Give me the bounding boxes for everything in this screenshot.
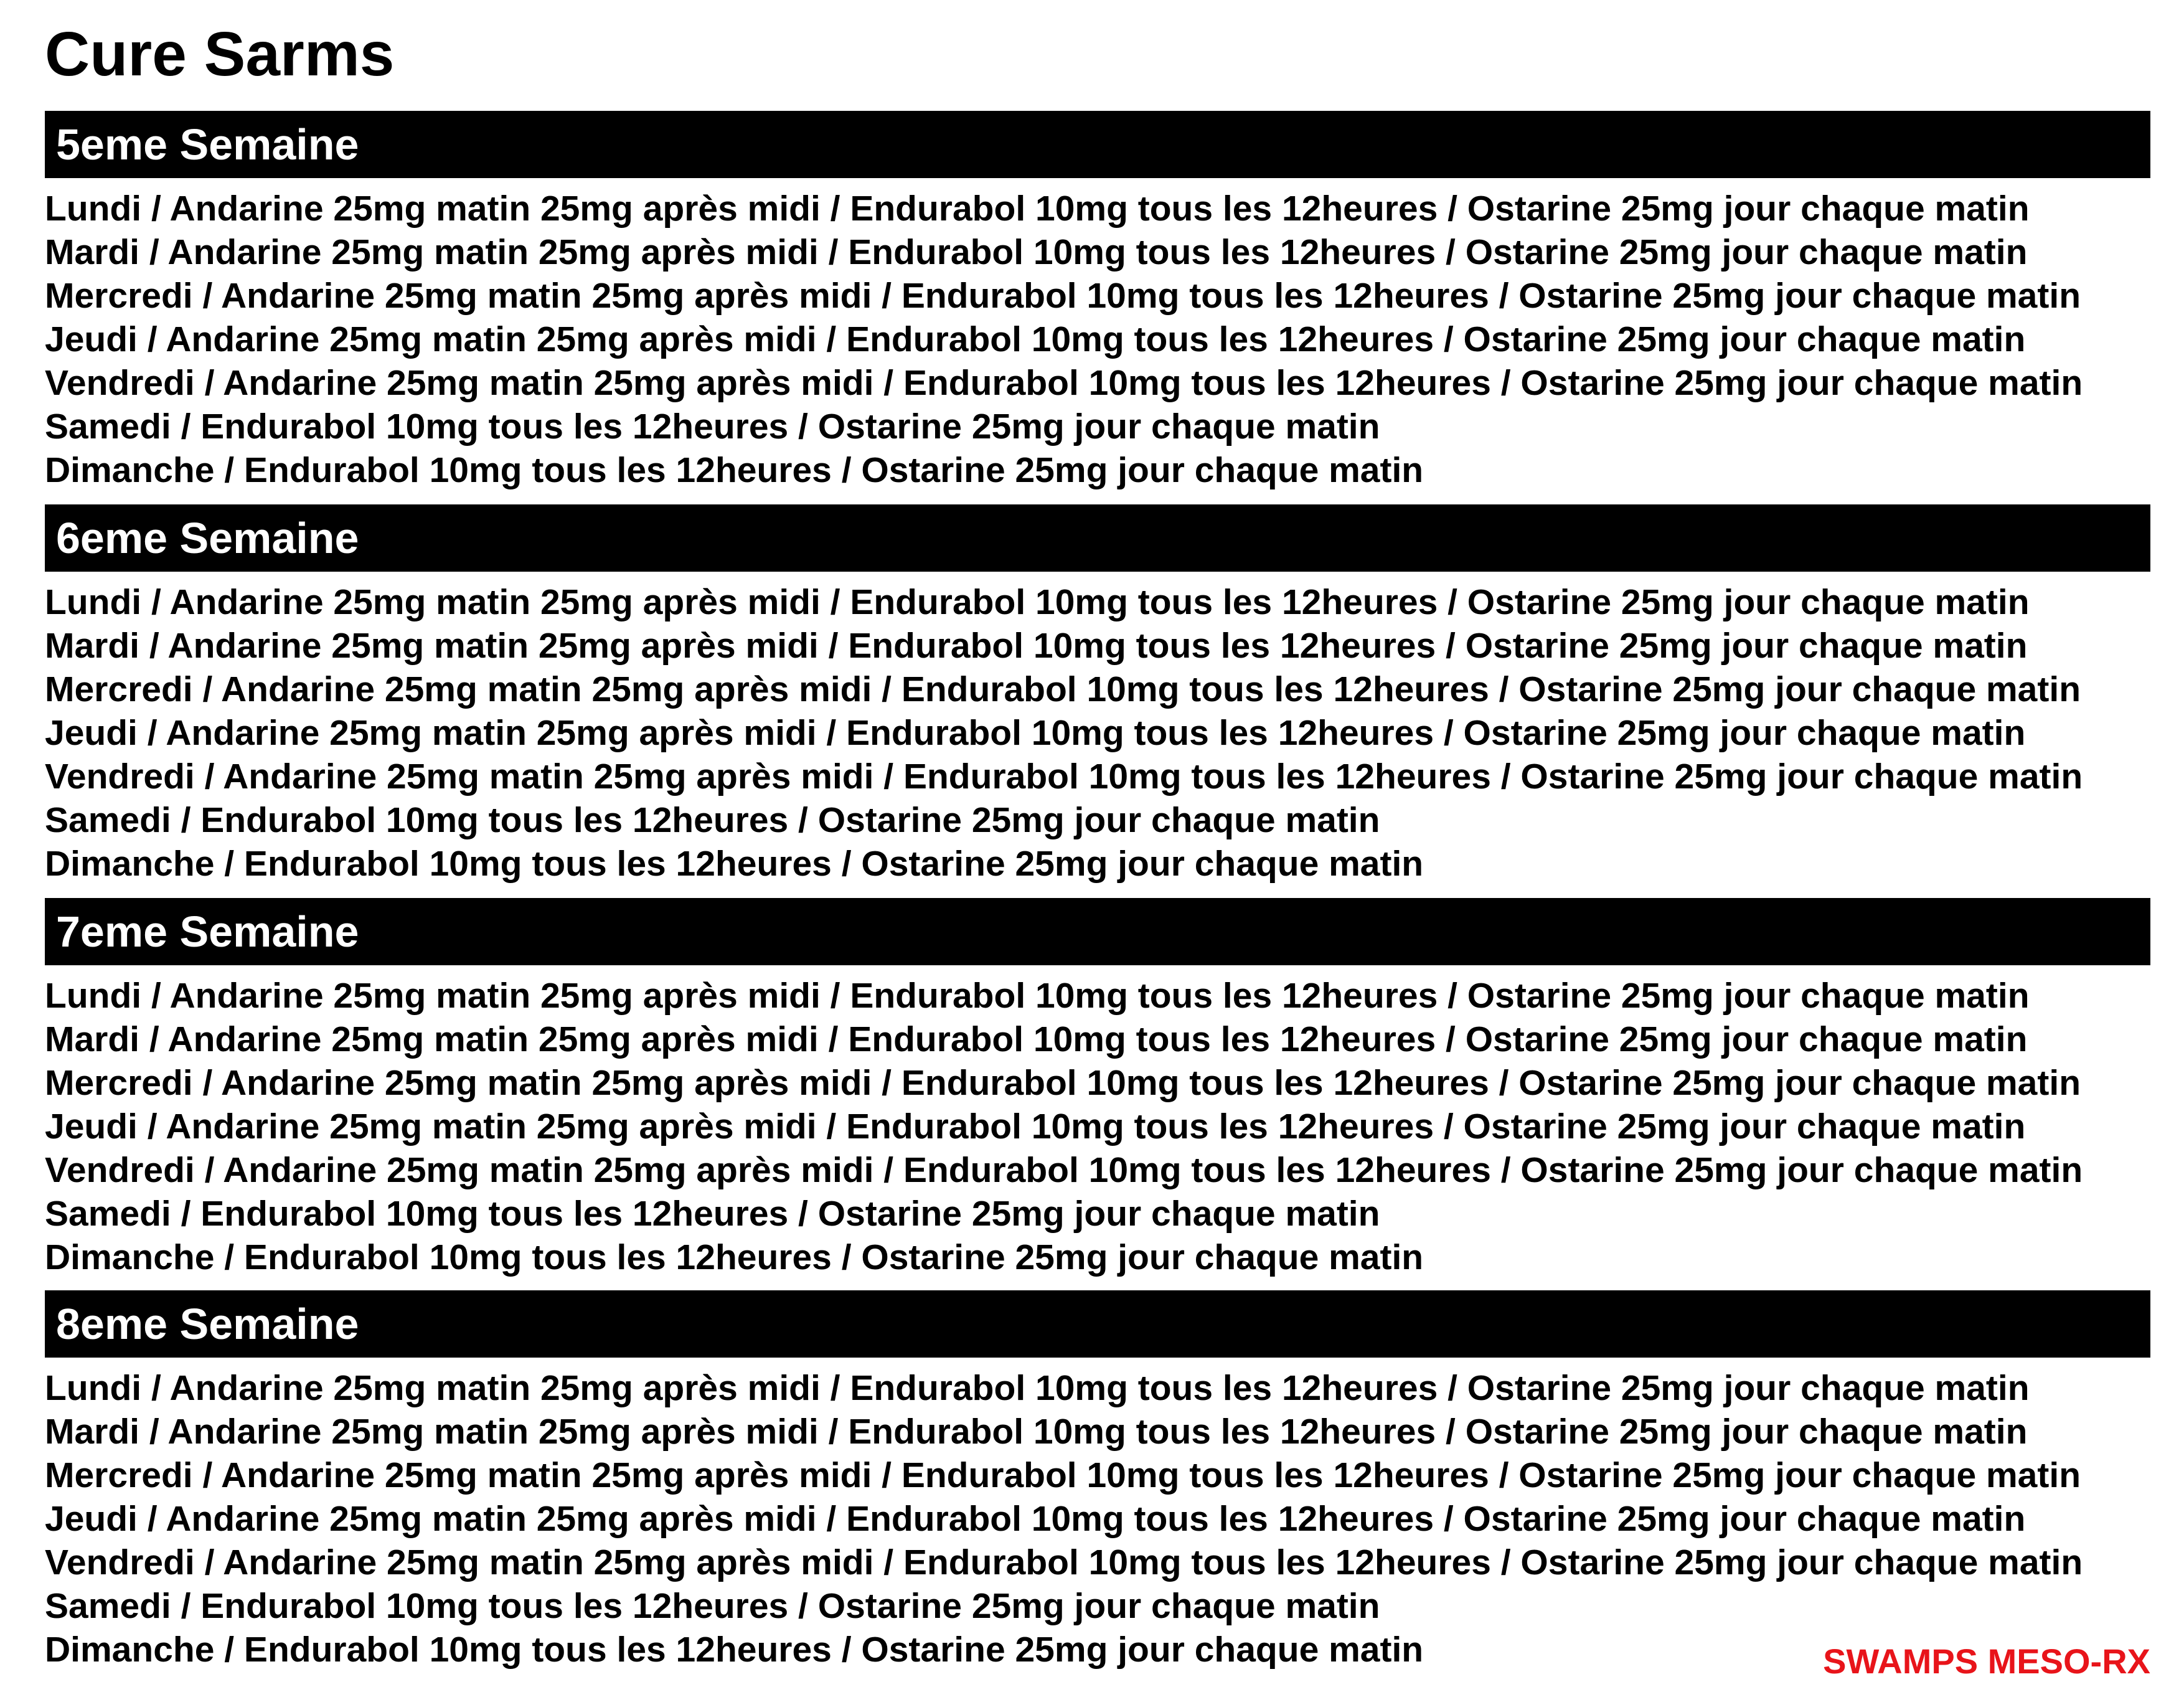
day-row-jeudi: Jeudi / Andarine 25mg matin 25mg après midi / Endurabol 10mg tous les 12heures / Ostarine 25mg jour chaque matin (45, 713, 2026, 753)
day-row-samedi: Samedi / Endurabol 10mg tous les 12heures / Ostarine 25mg jour chaque matin (45, 1194, 1380, 1234)
day-row-dimanche: Dimanche / Endurabol 10mg tous les 12heures / Ostarine 25mg jour chaque matin (45, 450, 1424, 490)
day-row-dimanche: Dimanche / Endurabol 10mg tous les 12heures / Ostarine 25mg jour chaque matin (45, 844, 1424, 884)
day-row-jeudi: Jeudi / Andarine 25mg matin 25mg après midi / Endurabol 10mg tous les 12heures / Ostarine 25mg jour chaque matin (45, 319, 2026, 359)
day-row-mardi: Mardi / Andarine 25mg matin 25mg après midi / Endurabol 10mg tous les 12heures / Ostarine 25mg jour chaque matin (45, 626, 2028, 666)
day-row-dimanche: Dimanche / Endurabol 10mg tous les 12heures / Ostarine 25mg jour chaque matin (45, 1237, 1424, 1277)
day-row-mercredi: Mercredi / Andarine 25mg matin 25mg après midi / Endurabol 10mg tous les 12heures / Ostarine 25mg jour chaque matin (45, 669, 2081, 709)
day-row-vendredi: Vendredi / Andarine 25mg matin 25mg après midi / Endurabol 10mg tous les 12heures / Ostarine 25mg jour chaque matin (45, 1150, 2083, 1190)
day-row-mardi: Mardi / Andarine 25mg matin 25mg après midi / Endurabol 10mg tous les 12heures / Ostarine 25mg jour chaque matin (45, 1412, 2028, 1452)
day-row-mercredi: Mercredi / Andarine 25mg matin 25mg après midi / Endurabol 10mg tous les 12heures / Ostarine 25mg jour chaque matin (45, 1063, 2081, 1103)
day-row-mercredi: Mercredi / Andarine 25mg matin 25mg après midi / Endurabol 10mg tous les 12heures / Ostarine 25mg jour chaque matin (45, 276, 2081, 316)
day-row-vendredi: Vendredi / Andarine 25mg matin 25mg après midi / Endurabol 10mg tous les 12heures / Ostarine 25mg jour chaque matin (45, 757, 2083, 796)
day-row-jeudi: Jeudi / Andarine 25mg matin 25mg après midi / Endurabol 10mg tous les 12heures / Ostarine 25mg jour chaque matin (45, 1499, 2026, 1539)
week-day-list (45, 187, 2150, 492)
week-section (45, 1290, 2150, 1671)
week-section (45, 504, 2150, 886)
day-row-vendredi: Vendredi / Andarine 25mg matin 25mg après midi / Endurabol 10mg tous les 12heures / Ostarine 25mg jour chaque matin (45, 363, 2083, 403)
day-row-lundi: Lundi / Andarine 25mg matin 25mg après midi / Endurabol 10mg tous les 12heures / Ostarine 25mg jour chaque matin (45, 976, 2030, 1016)
day-row-lundi: Lundi / Andarine 25mg matin 25mg après midi / Endurabol 10mg tous les 12heures / Ostarine 25mg jour chaque matin (45, 189, 2030, 229)
week-day-list (45, 580, 2150, 886)
week-header: 8eme Semaine (45, 1290, 2150, 1358)
day-row-vendredi: Vendredi / Andarine 25mg matin 25mg après midi / Endurabol 10mg tous les 12heures / Ostarine 25mg jour chaque matin (45, 1543, 2083, 1582)
day-row-samedi: Samedi / Endurabol 10mg tous les 12heures / Ostarine 25mg jour chaque matin (45, 800, 1380, 840)
day-row-lundi: Lundi / Andarine 25mg matin 25mg après midi / Endurabol 10mg tous les 12heures / Ostarine 25mg jour chaque matin (45, 1368, 2030, 1408)
week-day-list (45, 1366, 2150, 1671)
day-row-mercredi: Mercredi / Andarine 25mg matin 25mg après midi / Endurabol 10mg tous les 12heures / Ostarine 25mg jour chaque matin (45, 1455, 2081, 1495)
week-header: 5eme Semaine (45, 111, 2150, 178)
day-row-samedi: Samedi / Endurabol 10mg tous les 12heures / Ostarine 25mg jour chaque matin (45, 1586, 1380, 1626)
author-signature: SWAMPS MESO-RX (1823, 1642, 2150, 1681)
week-header: 7eme Semaine (45, 898, 2150, 965)
week-header: 6eme Semaine (45, 504, 2150, 572)
week-day-list (45, 974, 2150, 1279)
day-row-jeudi: Jeudi / Andarine 25mg matin 25mg après midi / Endurabol 10mg tous les 12heures / Ostarine 25mg jour chaque matin (45, 1107, 2026, 1146)
day-row-samedi: Samedi / Endurabol 10mg tous les 12heures / Ostarine 25mg jour chaque matin (45, 407, 1380, 447)
day-row-mardi: Mardi / Andarine 25mg matin 25mg après midi / Endurabol 10mg tous les 12heures / Ostarine 25mg jour chaque matin (45, 232, 2028, 272)
day-row-mardi: Mardi / Andarine 25mg matin 25mg après midi / Endurabol 10mg tous les 12heures / Ostarine 25mg jour chaque matin (45, 1019, 2028, 1059)
week-section (45, 111, 2150, 492)
week-section (45, 898, 2150, 1279)
day-row-lundi: Lundi / Andarine 25mg matin 25mg après midi / Endurabol 10mg tous les 12heures / Ostarine 25mg jour chaque matin (45, 582, 2030, 622)
page-title: Cure Sarms (45, 19, 395, 89)
day-row-dimanche: Dimanche / Endurabol 10mg tous les 12heures / Ostarine 25mg jour chaque matin (45, 1630, 1424, 1670)
